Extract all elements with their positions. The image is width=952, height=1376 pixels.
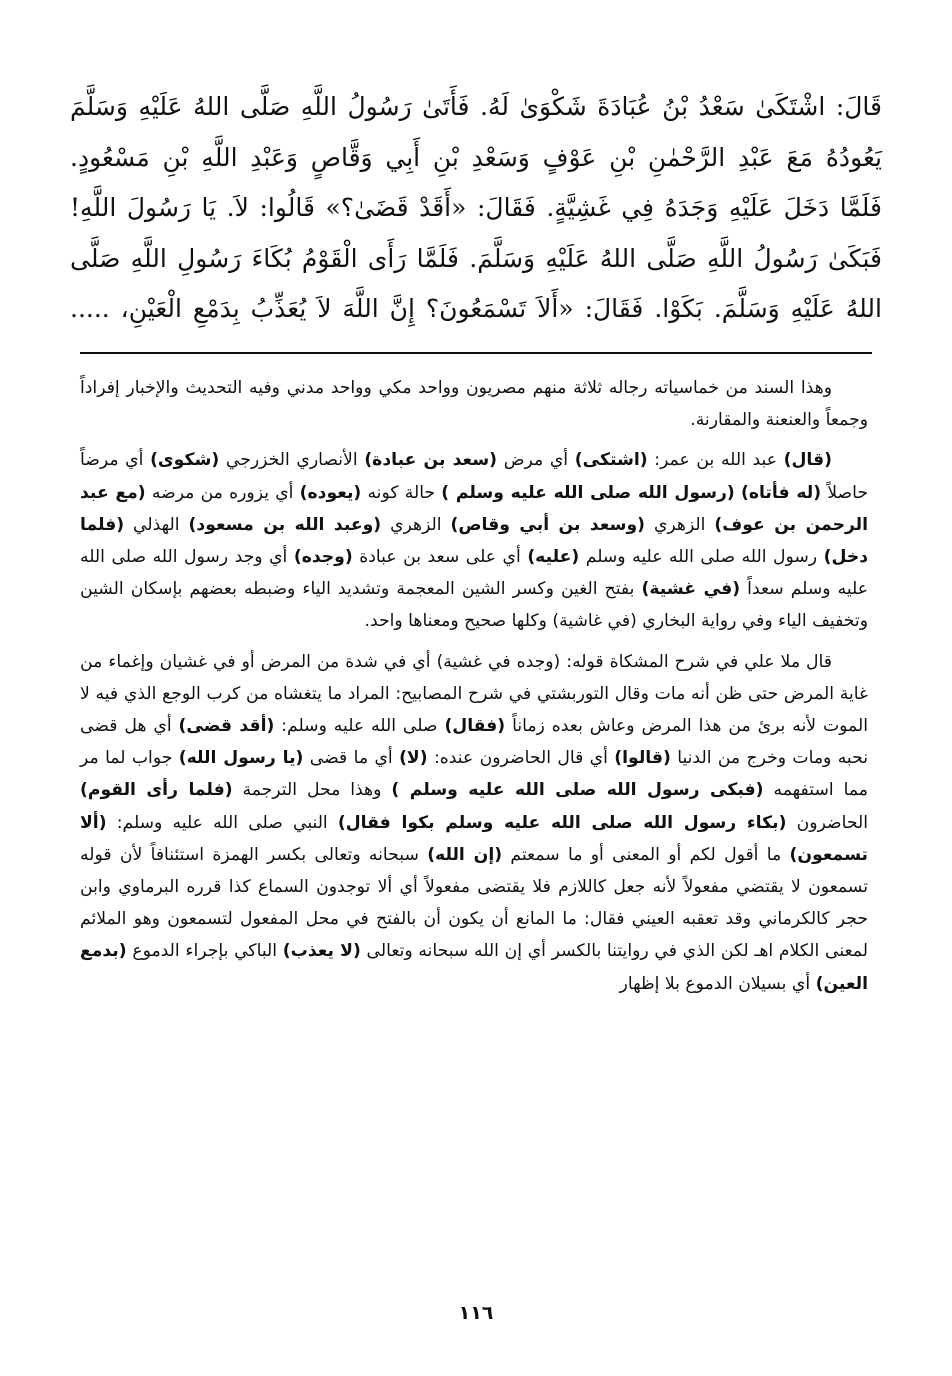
separator-rule: [80, 352, 872, 354]
quoted-phrase: (عليه): [527, 547, 580, 568]
commentary-text: أي بسيلان الدموع بلا إظهار: [619, 973, 816, 994]
quoted-phrase: (بدمع العين): [80, 941, 868, 994]
hadith-text: [70, 82, 882, 335]
quoted-phrase: (فبكى رسول الله صلى الله عليه وسلم ): [391, 780, 764, 801]
quoted-phrase: (لا): [399, 748, 428, 769]
commentary-text: أي يزوره من مرضه: [145, 482, 300, 503]
commentary: [80, 372, 868, 1008]
hadith-line: يَعُودُهُ مَعَ عَبْدِ الرَّحْمٰنِ بْنِ عَوْفٍ وَسَعْدِ بْنِ أَبِي وَقَّاصٍ وَعَبْدِ اللَّهِ بْنِ مَسْعُودٍ.: [70, 142, 883, 172]
quoted-phrase: (يا رسول الله): [178, 748, 304, 769]
hadith-line: فَبَكَىٰ رَسُولُ اللَّهِ صَلَّى اللهُ عَلَيْهِ وَسَلَّمَ. فَلَمَّا رَأَى الْقَوْمُ بُكَاءَ رَسُولِ اللَّهِ صَلَّى: [70, 243, 882, 273]
quoted-phrase: (فلما رأى القوم): [80, 780, 233, 801]
quoted-phrase: (أقد قضى): [178, 716, 275, 737]
commentary-text: الأنصاري الخزرجي: [219, 450, 365, 471]
commentary-text: أي قال الحاضرون عنده:: [427, 748, 615, 769]
commentary-text: أي على سعد بن عبادة: [352, 547, 528, 568]
quoted-phrase: (وعبد الله بن مسعود): [188, 514, 382, 535]
commentary-paragraph-sharh: [80, 646, 868, 1000]
commentary-text: الزهري: [381, 514, 451, 535]
commentary-text: عبد الله بن عمر:: [647, 450, 784, 471]
quoted-phrase: (قال): [783, 450, 832, 471]
quoted-phrase: (قالوا): [614, 748, 671, 769]
quoted-phrase: (مع عبد الرحمن بن عوف): [80, 482, 868, 535]
commentary-text: أي وجد رسول الله صلى الله عليه وسلم سعداً: [80, 547, 868, 600]
quoted-phrase: (في غشية): [641, 579, 741, 600]
quoted-phrase: (وجده): [293, 547, 353, 568]
commentary-text: جواب لما مر مما استفهمه: [80, 748, 868, 801]
hadith-line: قَالَ: اشْتَكَىٰ سَعْدُ بْنُ عُبَادَةَ شَكْوَىٰ لَهُ. فَأَتَىٰ رَسُولُ اللَّهِ صَلَّى اللهُ عَلَيْهِ وَسَلَّمَ: [70, 92, 882, 121]
commentary-text: أي ما قضى: [303, 748, 400, 769]
commentary-text: الحاضرون: [786, 812, 868, 833]
commentary-text: أي مرض: [497, 450, 575, 471]
commentary-text: قال ملا علي في شرح المشكاة قوله: (وجده في غشية) أي في شدة من المرض أو في غشيان وإغماء من غاية المرض حتى ظن أنه مات وقال التوربشتي في شرح المصابيح: المراد ما يتغشاه من كرب الوجع الذي فيه لا الموت لأنه برئ من هذا المرض وعاش بعده زماناً: [80, 651, 868, 737]
commentary-text: بفتح الغين وكسر الشين المعجمة وتشديد الياء وضبطه بعضهم بإسكان الشين وتخفيف الياء وفي رواية البخاري (في غاشية) وكلها صحيح ومعناها واحد.: [80, 579, 868, 632]
commentary-text: الهذلي: [124, 514, 189, 535]
quoted-phrase: (وسعد بن أبي وقاص): [450, 514, 645, 535]
quoted-phrase: (اشتكى): [574, 450, 648, 471]
quoted-phrase: (فقال): [444, 716, 506, 737]
hadith-line: اللهُ عَلَيْهِ وَسَلَّمَ. بَكَوْا. فَقَالَ: «أَلاَ تَسْمَعُونَ؟ إِنَّ اللَّهَ لاَ يُعَذِّبُ بِدَمْعِ الْعَيْنِ، .....: [70, 294, 882, 323]
commentary-text: وهذا محل الترجمة: [232, 780, 392, 801]
commentary-text: سبحانه وتعالى بكسر الهمزة استئنافاً لأن قوله تسمعون لا يقتضي مفعولاً لأنه جعل كاللازم فلا يقتضى مفعولاً أي ألا توجدون السماع كذا قرره البرماوي وابن حجر كالكرماني وقد تعقبه العيني فقال: ما المانع أن يكون أن بالفتح في محل المفعول لتسمعون وهو الملائم لمعنى الكلام اهـ لكن الذي في روايتنا بالكسر أي إن الله سبحانه وتعالى: [80, 844, 868, 962]
hadith-line: فَلَمَّا دَخَلَ عَلَيْهِ وَجَدَهُ فِي غَشِيَّةٍ. فَقَالَ: «أَقَدْ قَضَىٰ؟» قَالُوا: لاَ. يَا رَسُولَ اللَّهِ!: [70, 193, 882, 222]
page-number: ١١٦: [458, 1302, 494, 1324]
quoted-phrase: (يعوده): [299, 482, 362, 503]
commentary-text: حالة كونه: [361, 482, 442, 503]
quoted-phrase: (شكوى): [150, 450, 220, 471]
quoted-phrase: (إن الله): [427, 844, 503, 865]
commentary-text: الزهري: [645, 514, 715, 535]
commentary-text: رسول الله صلى الله عليه وسلم: [579, 547, 824, 568]
quoted-phrase: (لا يعذب): [282, 941, 361, 962]
commentary-text: صلى الله عليه وسلم:: [274, 716, 445, 737]
commentary-text: الباكي بإجراء الدموع: [126, 941, 283, 962]
commentary-paragraph-explanation: [80, 444, 868, 637]
commentary-text: أي هل قضى نحبه ومات وخرج من الدنيا: [80, 716, 868, 769]
commentary-text: النبي صلى الله عليه وسلم:: [106, 812, 338, 833]
quoted-phrase: (ألا تسمعون): [80, 812, 869, 865]
commentary-paragraph-chain: وهذا السند من خماسياته رجاله ثلاثة منهم مصريون وواحد مكي وواحد مدني وفيه التحديث والإخبار إفراداً وجمعاً والعنعنة والمقارنة.: [80, 378, 868, 431]
commentary-text: ما أقول لكم أو المعنى أو ما سمعتم: [502, 844, 790, 865]
quoted-phrase: (رسول الله صلى الله عليه وسلم ): [441, 482, 735, 503]
commentary-text: أي مرضاً حاصلاً: [80, 450, 868, 503]
quoted-phrase: (له فأتاه): [740, 482, 822, 503]
quoted-phrase: (سعد بن عبادة): [364, 450, 498, 471]
quoted-phrase: (فلما دخل): [80, 514, 869, 568]
quoted-phrase: (بكاء رسول الله صلى الله عليه وسلم بكوا فقال): [337, 812, 787, 833]
